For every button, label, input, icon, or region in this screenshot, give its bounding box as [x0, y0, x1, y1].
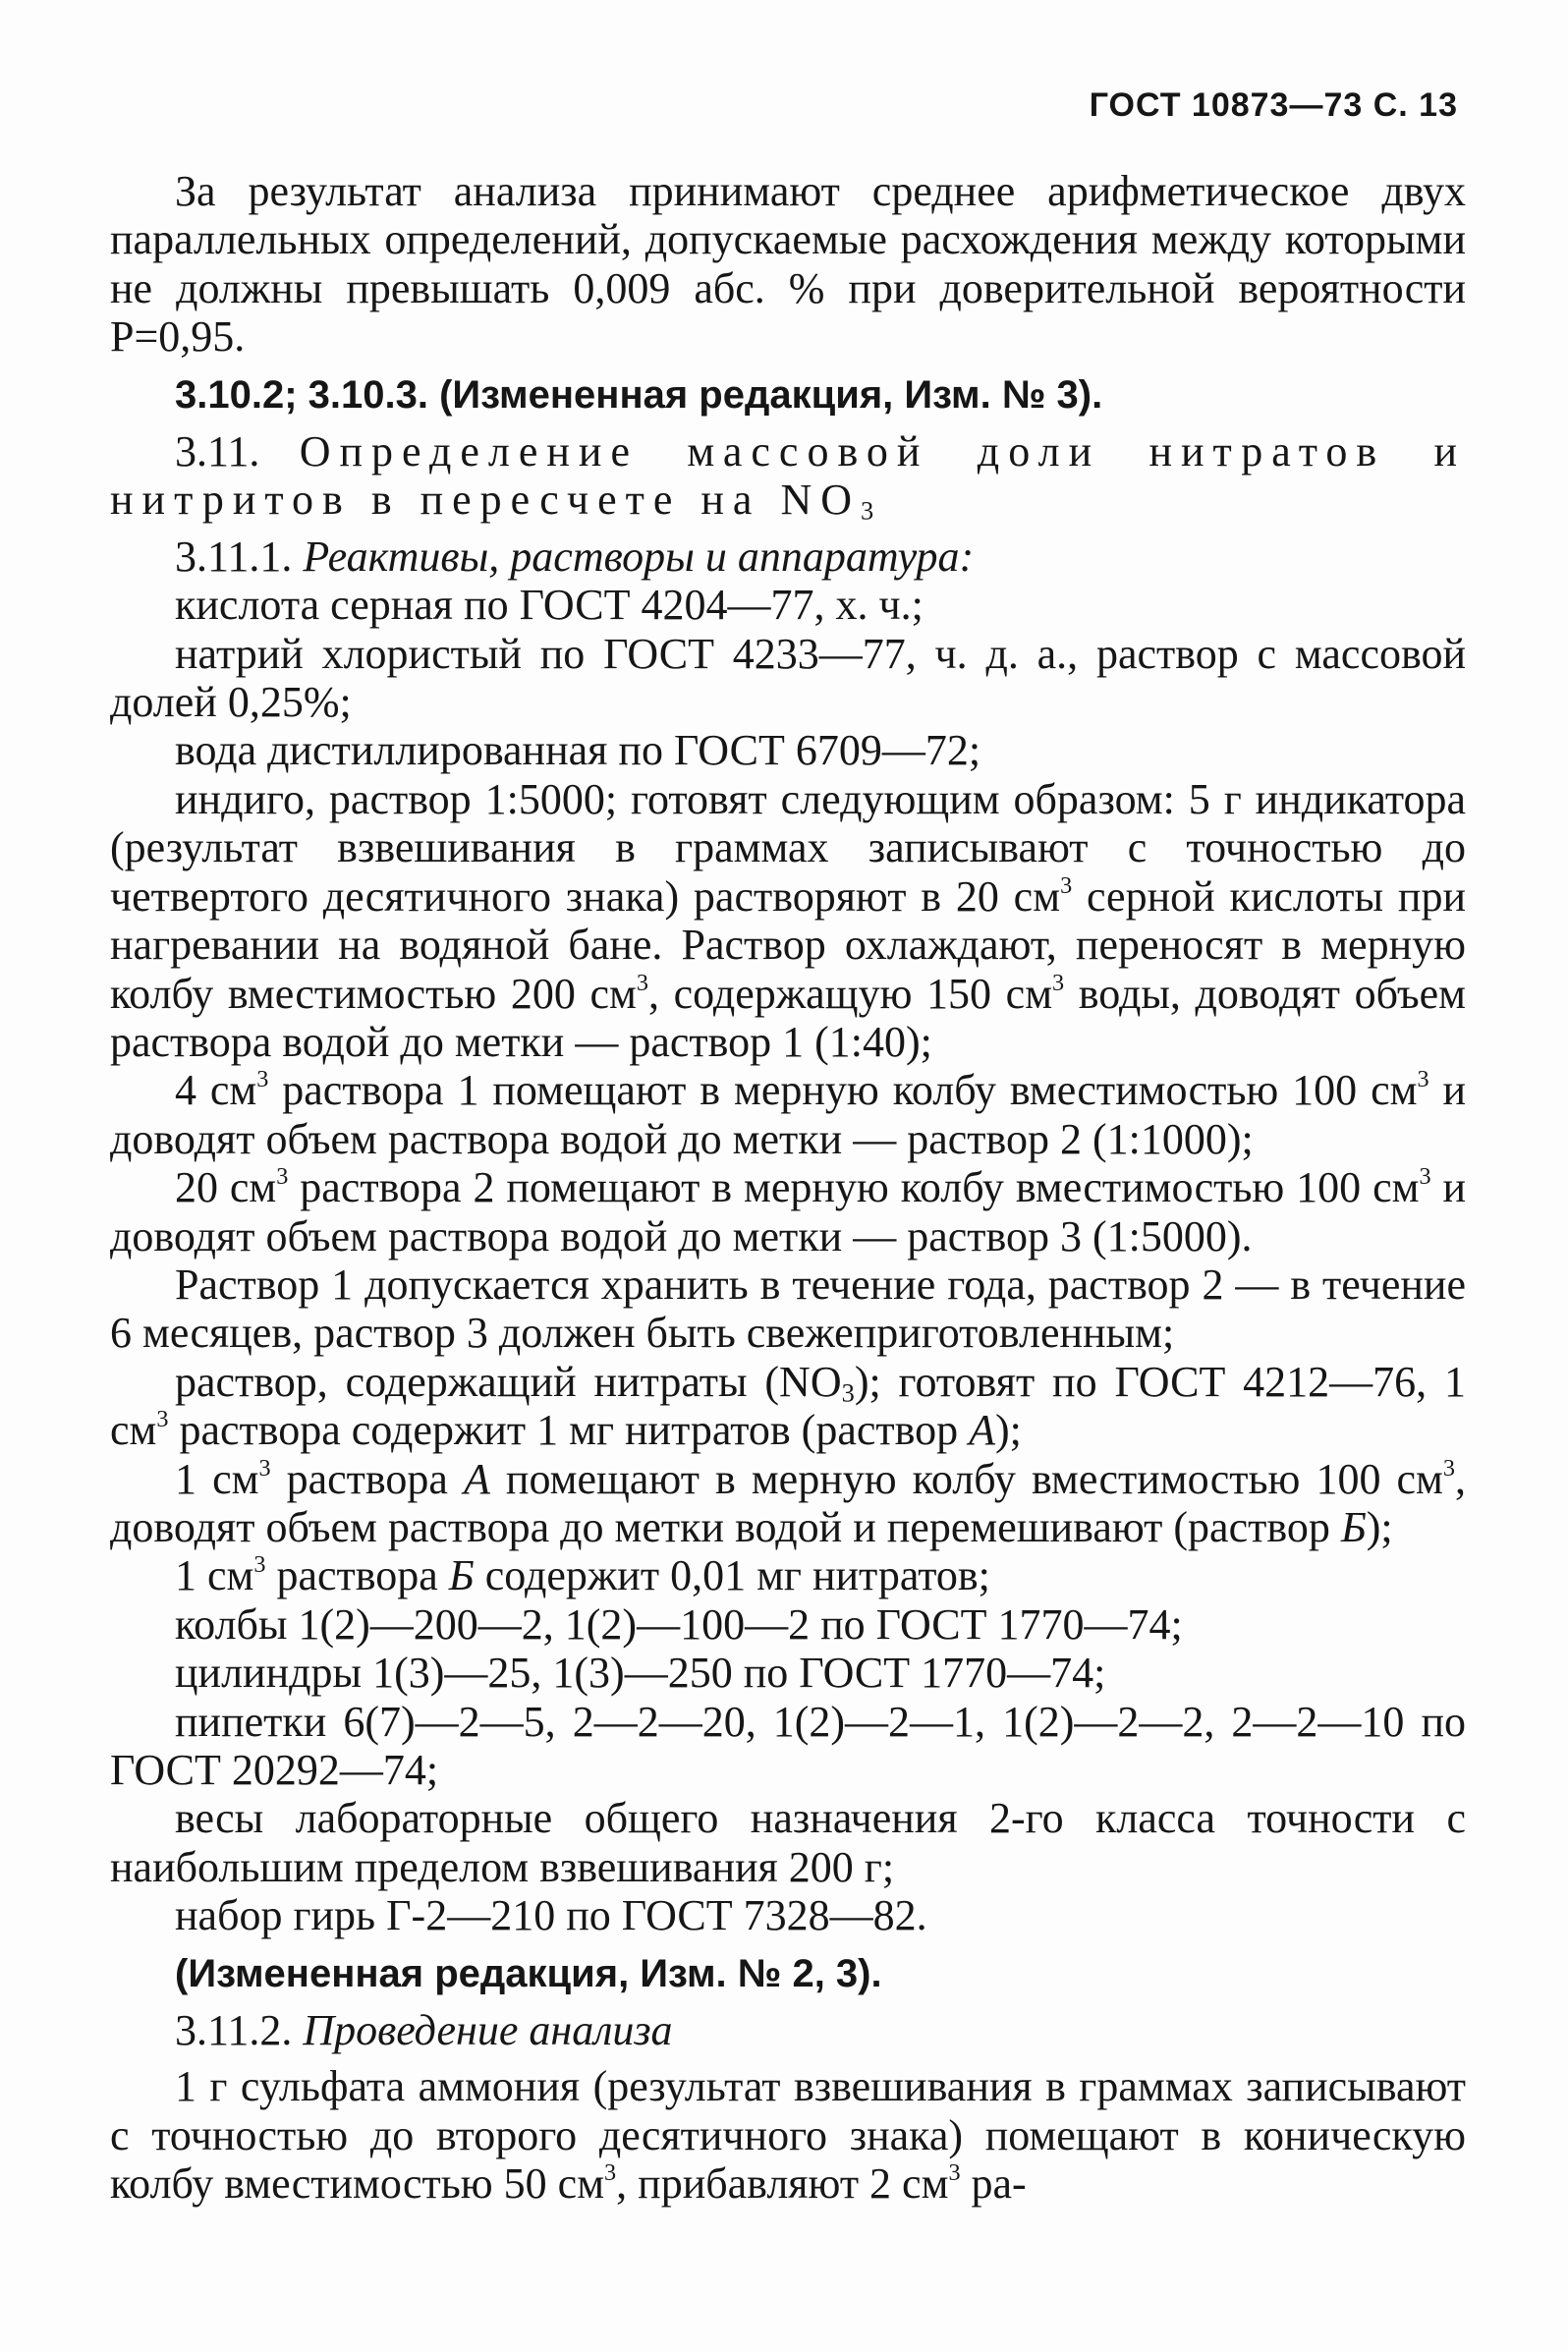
text-span: воды, доводят объем раствора водой до метки — раствор 1 (1:40); — [110, 969, 1466, 1066]
amendment-note-2 — [110, 1948, 1466, 1998]
italic-letter: A — [969, 1406, 995, 1455]
list-item-sulfuric-acid: кислота серная по ГОСТ 4204—77, х. ч.; — [175, 581, 924, 630]
subsection-title: Реактивы, растворы и аппаратура: — [303, 532, 975, 581]
text-span: 20 см — [175, 1163, 277, 1212]
superscript: 3 — [156, 1406, 169, 1433]
list-item-solution-b — [110, 1455, 1466, 1552]
text-span: ); — [994, 1406, 1022, 1455]
italic-letter: A — [463, 1454, 490, 1503]
list-item-water: вода дистиллированная по ГОСТ 6709—72; — [175, 726, 981, 775]
list-item-flasks: колбы 1(2)—200—2, 1(2)—100—2 по ГОСТ 1770—74; — [175, 1599, 1183, 1649]
text-span: 1 см — [175, 1551, 254, 1600]
text-span: ра- — [960, 2159, 1027, 2209]
section-number: 3.11. — [175, 427, 260, 476]
text-span: , содержащую 150 см — [647, 969, 1053, 1018]
text-span: и доводят объем раствора водой до метки — раствор 2 (1:1000); — [110, 1066, 1467, 1163]
list-item-solution-b-content — [110, 1551, 1466, 1599]
section-title: Определение массовой доли нитратов и нитритов в пересчете на NO — [110, 427, 1466, 525]
text-span: и доводят объем раствора водой до метки — раствор 3 (1:5000). — [110, 1163, 1467, 1260]
text-span: , доводят объем раствора до метки водой и перемешивают (раствор — [110, 1454, 1466, 1551]
list-item-storage: Раствор 1 допускается хранить в течение года, раствор 2 — в течение 6 месяцев, раствор 3 должен быть свежеприготовленным; — [110, 1260, 1466, 1358]
text-span: ); — [1366, 1502, 1393, 1551]
list-item-indigo — [110, 775, 1466, 1066]
subscript: 3 — [841, 1377, 855, 1408]
text-span: ); готовят по ГОСТ 4212—76, 1 см — [110, 1357, 1466, 1455]
amendment-text: 3.10.2; 3.10.3. (Измененная редакция, Изм. № 3). — [175, 372, 1103, 417]
superscript: 3 — [1052, 969, 1065, 996]
superscript: 3 — [604, 2159, 617, 2187]
italic-letter: Б — [1340, 1502, 1367, 1551]
text-span: , прибавляют 2 см — [616, 2159, 949, 2209]
list-item-sodium-chloride: натрий хлористый по ГОСТ 4233—77, ч. д. а., раствор с массовой долей 0,25%; — [110, 629, 1466, 727]
text-span: 1 г сульфата аммония (результат взвешивания в граммах записывают с точностью до второго десятичного знака) помещают в коническую колбу вместимостью 50 см — [110, 2062, 1466, 2209]
amendment-note — [110, 369, 1466, 420]
text-span: серной кислоты при нагревании на водяной бане. Раствор охлаждают, переносят в мерную колбу вместимостью 200 см — [110, 871, 1467, 1018]
list-item-pipettes: пипетки 6(7)—2—5, 2—2—20, 1(2)—2—1, 1(2)—2—2, 2—2—10 по ГОСТ 20292—74; — [110, 1697, 1466, 1794]
subsection-number: 3.11.1. — [175, 532, 293, 581]
list-item-solution-2 — [110, 1066, 1466, 1163]
text-span: раствор, содержащий нитраты (NO — [175, 1357, 842, 1406]
list-item-nitrate-solution-a — [110, 1358, 1466, 1455]
paragraph-result: За результат анализа принимают среднее арифметическое двух параллельных определений, допускаемые расхождения между которыми не должны превышать 0,009 абс. % при доверительной вероятности P=0,95. — [110, 167, 1466, 362]
superscript: 3 — [1442, 1454, 1455, 1482]
subsection-heading-3-11-1 — [110, 532, 1466, 581]
superscript: 3 — [256, 1066, 269, 1093]
list-item-scales: весы лабораторные общего назначения 2-го класса точности с наибольшим пределом взвешивания 200 г; — [110, 1794, 1466, 1891]
superscript: 3 — [253, 1551, 266, 1579]
superscript: 3 — [1417, 1066, 1429, 1093]
subsection-heading-3-11-2 — [110, 2006, 1466, 2054]
text-span: раствора содержит 1 мг нитратов (раствор — [168, 1406, 970, 1455]
list-item-cylinders: цилиндры 1(3)—25, 1(3)—250 по ГОСТ 1770—74; — [175, 1649, 1106, 1698]
text-span: 1 см — [175, 1454, 259, 1503]
italic-letter: Б — [448, 1551, 475, 1600]
superscript: 3 — [276, 1162, 289, 1190]
superscript: 3 — [1060, 871, 1073, 899]
superscript: 3 — [258, 1454, 271, 1482]
text-span: содержит 0,01 мг нитратов; — [474, 1551, 990, 1600]
subsection-number: 3.11.2. — [175, 2006, 293, 2055]
text-span: раствора — [265, 1551, 449, 1600]
text-span: индиго, раствор 1:5000; готовят следующим образом: 5 г индикатора (результат взвешивания в граммах записывают с точностью до четвертого десятичного знака) растворяют в 20 см — [110, 774, 1466, 921]
subscript: 3 — [861, 495, 874, 526]
text-span: помещают в мерную колбу вместимостью 100 см — [489, 1454, 1443, 1503]
subsection-title: Проведение анализа — [303, 2006, 673, 2055]
superscript: 3 — [1419, 1162, 1431, 1190]
superscript: 3 — [948, 2159, 961, 2187]
paragraph-procedure — [110, 2062, 1466, 2208]
list-item-solution-3 — [110, 1163, 1466, 1260]
list-item-weights: набор гирь Г-2—210 по ГОСТ 7328—82. — [175, 1891, 927, 1940]
section-heading-3-11 — [110, 427, 1466, 525]
page-header: ГОСТ 10873—73 С. 13 — [1089, 86, 1458, 124]
text-span: 4 см — [175, 1066, 257, 1115]
superscript: 3 — [636, 969, 648, 996]
text-span: раствора — [270, 1454, 464, 1503]
text-span: раствора 1 помещают в мерную колбу вместимостью 100 см — [268, 1066, 1418, 1115]
amendment-text: (Измененная редакция, Изм. № 2, 3). — [175, 1951, 882, 1995]
document-body — [110, 167, 1466, 2209]
text-span: раствора 2 помещают в мерную колбу вместимостью 100 см — [288, 1163, 1420, 1212]
